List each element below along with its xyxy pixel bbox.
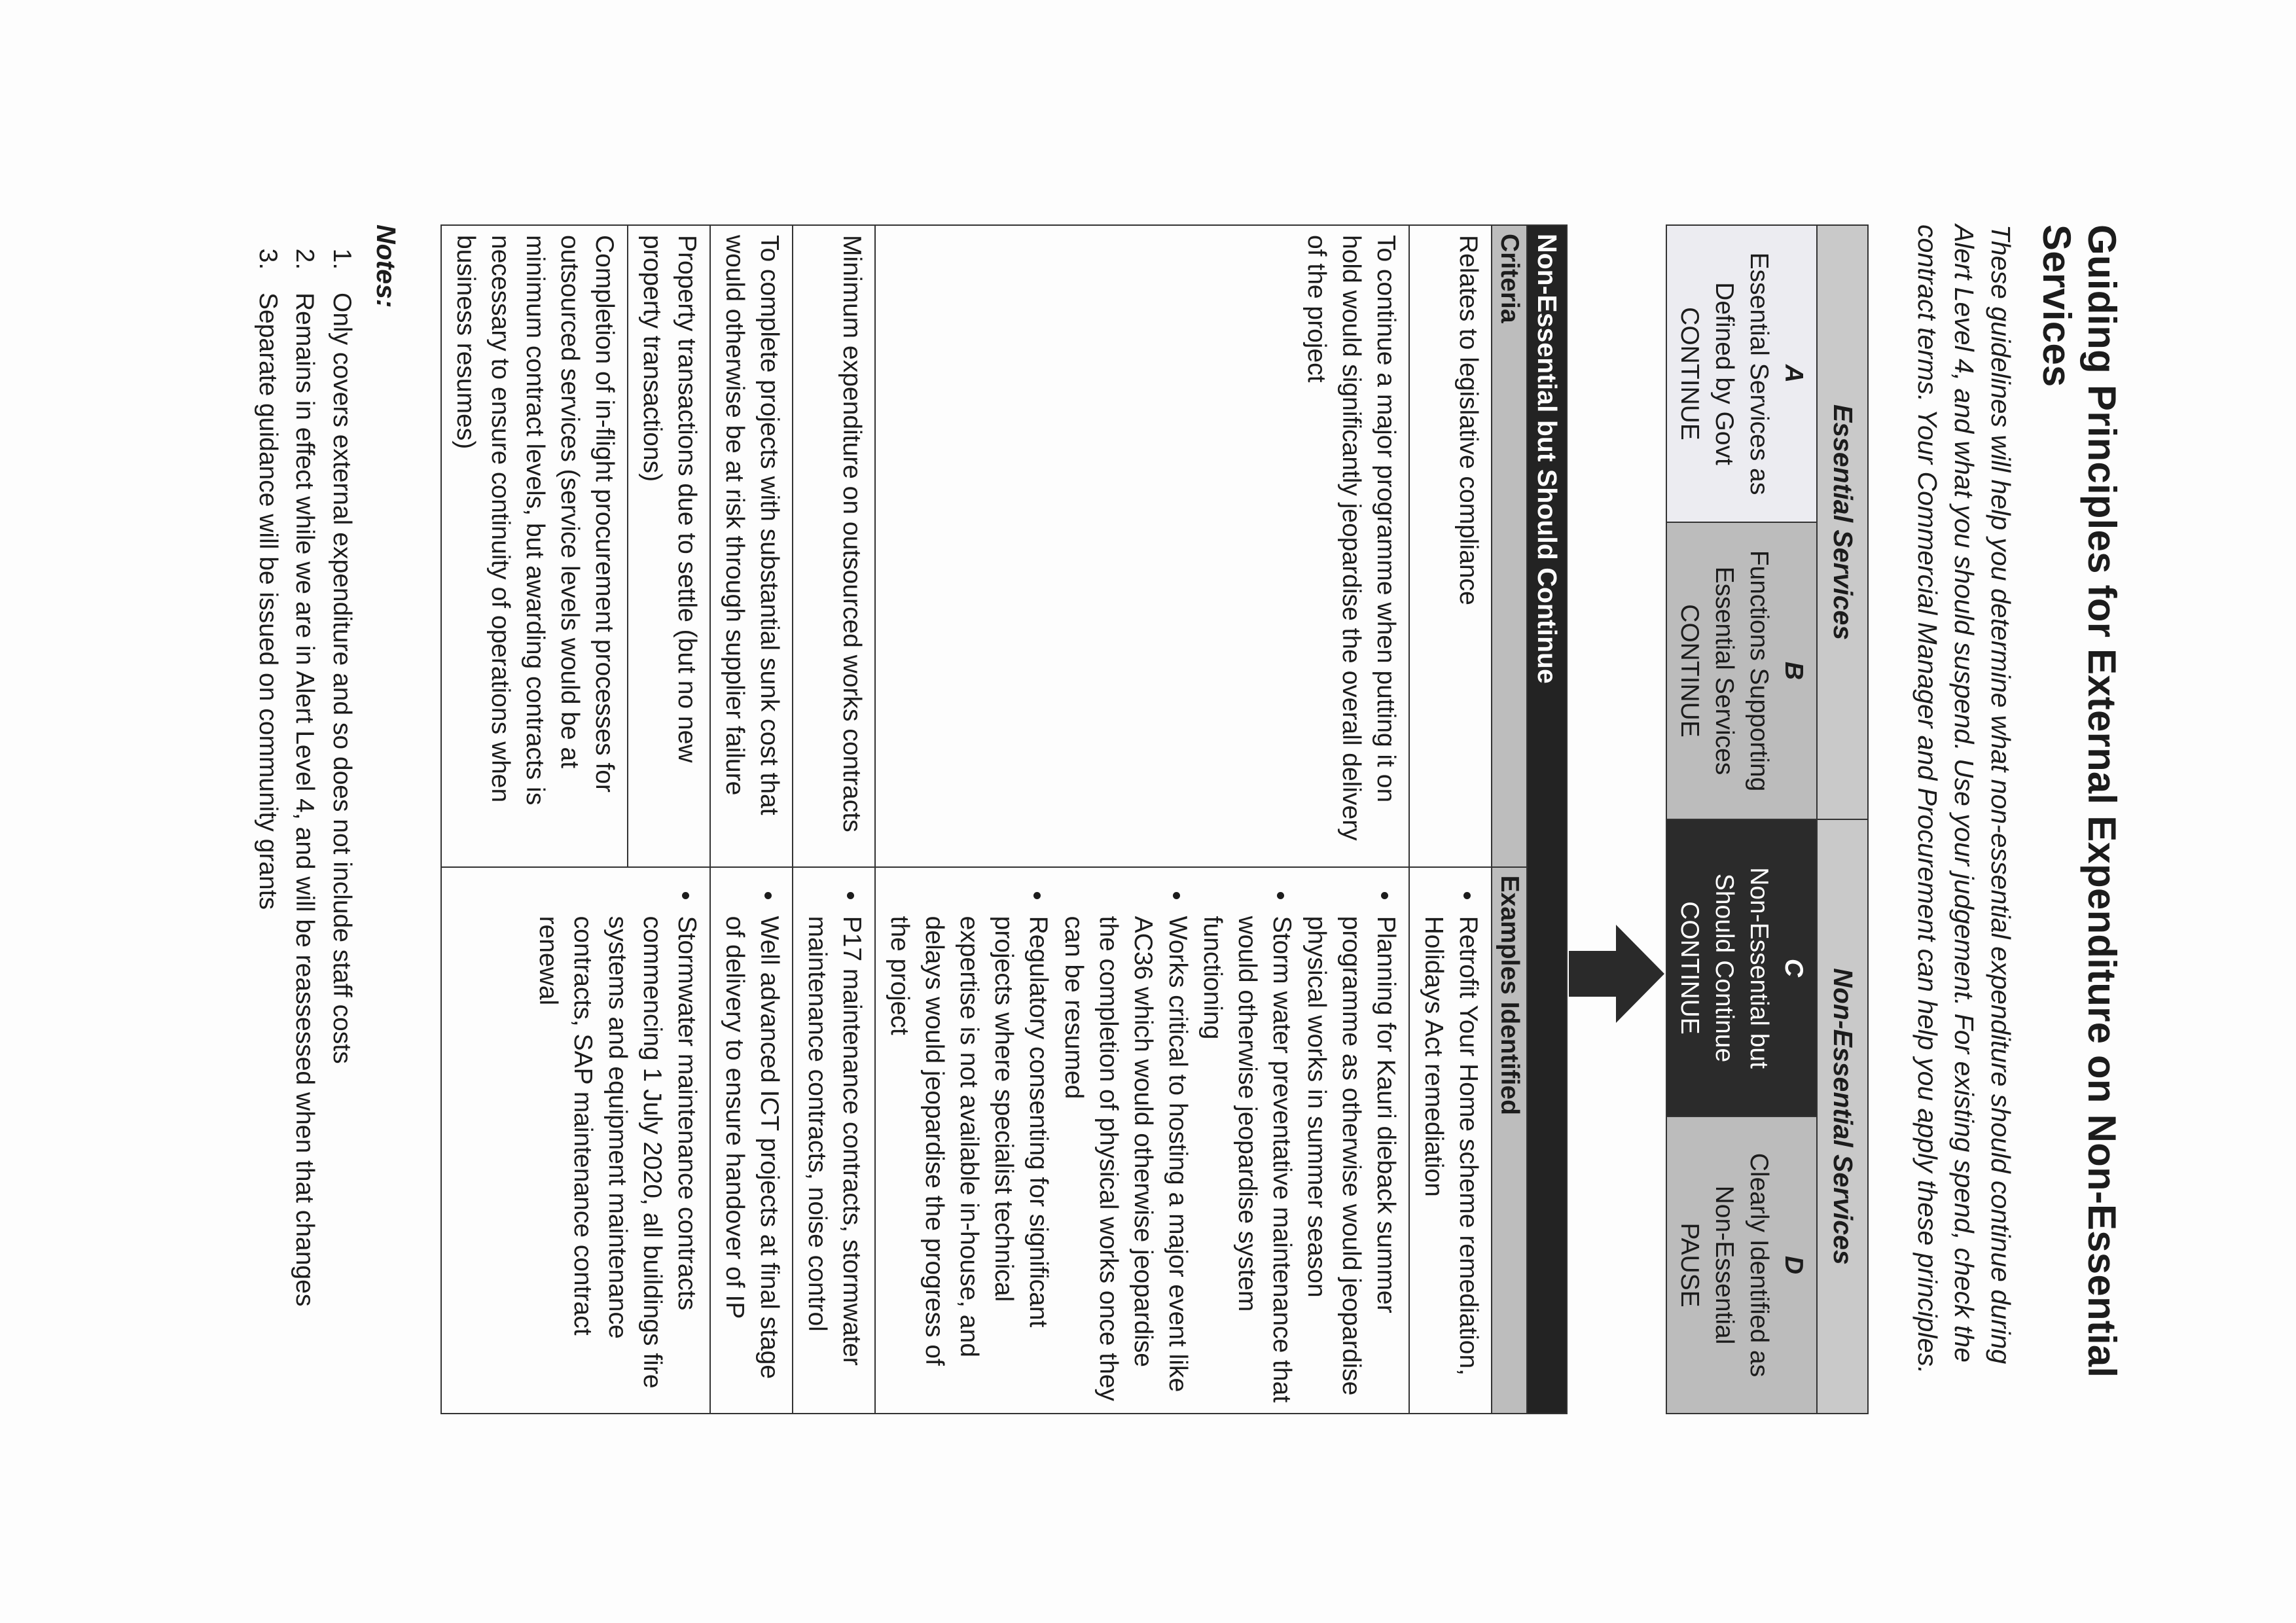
criteria-heading-row: [1527, 225, 1567, 1414]
criteria-cell: To continue a major programme when putting it on hold would significantly jeopardise the overall delivery of the project: [875, 225, 1408, 867]
table-row: [710, 225, 793, 1414]
page-content: [249, 224, 2125, 1414]
category-group-row: [1817, 225, 1868, 1414]
category-letter: C: [1780, 958, 1808, 978]
category-action: CONTINUE: [1675, 604, 1704, 738]
category-letter: A: [1780, 364, 1808, 383]
category-label: Essential Services as Defined by Govt: [1710, 252, 1773, 495]
example-item: • Regulatory consenting for significant projects where specialist technical expertise is not available in-house, and delays would jeopardise the progress of the project: [882, 911, 1056, 1404]
criteria-cell: To complete projects with substantial sunk cost that would otherwise be at risk through supplier failure: [710, 225, 793, 867]
table-row: [1409, 225, 1492, 1414]
example-item: • Well advanced ICT projects at final stage of delivery to ensure handover of IP: [717, 911, 787, 1404]
note-item: 1. Only covers external expenditure and so does not include staff costs: [323, 277, 360, 1414]
criteria-table: [440, 224, 1568, 1414]
category-label: Non-Essential but Should Continue: [1710, 867, 1773, 1069]
page-title: Guiding Principles for External Expenditure on Non-Essential Services: [2035, 224, 2124, 1378]
category-a-cell: [1666, 225, 1817, 522]
category-letter: B: [1780, 661, 1808, 681]
category-label: Functions Supporting Essential Services: [1710, 550, 1773, 792]
category-b-cell: [1666, 522, 1817, 819]
example-item: • Storm water preventative maintenance that would otherwise jeopardise system functioning: [1195, 911, 1299, 1404]
example-item: • Planning for Kauri dieback summer programme as otherwise would jeopardise physical works in summer season: [1299, 911, 1403, 1404]
criteria-table-title: Non-Essential but Should Continue: [1527, 225, 1567, 1414]
essential-services-header: Essential Services: [1817, 225, 1868, 819]
notes-list: [249, 224, 360, 1414]
criteria-subheader-row: [1492, 225, 1527, 1414]
arrow-container: [1568, 224, 1666, 1414]
criteria-column-header: Criteria: [1492, 225, 1527, 867]
examples-cell: [875, 867, 1408, 1414]
example-item: • Works critical to hosting a major event like AC36 which would otherwise jeopardise the completion of physical works once they can be resumed: [1056, 911, 1195, 1404]
category-d-cell: [1666, 1116, 1817, 1414]
notes-heading: Notes:: [371, 224, 401, 308]
example-item: • Retrofit Your Home scheme remediation, Holidays Act remediation: [1416, 911, 1486, 1404]
table-row: [875, 225, 1408, 1414]
intro-paragraph: These guidelines will help you determine what non-essential expenditure should continue during Alert Level 4, and what you should suspend. Use your judgement. For existing spend, check the contract terms. Your Commercial Manager and Procurement can help you apply these principles.: [1912, 224, 2016, 1374]
category-action: CONTINUE: [1675, 901, 1704, 1035]
category-letter: D: [1780, 1255, 1808, 1275]
examples-cell: [1409, 867, 1492, 1414]
examples-column-header: Examples Identified: [1492, 867, 1527, 1414]
category-c-cell: [1666, 819, 1817, 1116]
category-column-row: [1666, 225, 1817, 1414]
criteria-cell: Relates to legislative compliance: [1409, 225, 1492, 867]
table-row: [793, 225, 875, 1414]
note-item: 2. Remains in effect while we are in Alert Level 4, and will be reassessed when that changes: [286, 277, 323, 1414]
service-categories-table: [1666, 224, 1869, 1414]
category-action: CONTINUE: [1675, 307, 1704, 440]
category-label: Clearly Identified as Non-Essential: [1710, 1152, 1773, 1378]
table-row: [628, 225, 710, 1414]
category-action: PAUSE: [1675, 1222, 1704, 1308]
note-item: 3. Separate guidance will be issued on community grants: [249, 277, 286, 1414]
examples-cell: [793, 867, 875, 1414]
examples-cell: [710, 867, 793, 1414]
criteria-cell: Property transactions due to settle (but no new property transactions): [628, 225, 710, 867]
criteria-cell: Completion of in-flight procurement processes for outsourced services (service levels would be at minimum contract levels, but awarding contracts is necessary to ensure continuity of operations when business resumes): [441, 225, 628, 867]
non-essential-services-header: Non-Essential Services: [1817, 819, 1868, 1414]
example-item: • P17 maintenance contracts, stormwater maintenance contracts, noise control: [800, 911, 869, 1404]
example-item: • Stormwater maintenance contracts commencing 1 July 2020, all buildings fire systems and equipment maintenance contracts, SAP maintenance contract renewal: [531, 911, 704, 1404]
examples-cell: [441, 867, 710, 1414]
arrow-up-icon: [1569, 925, 1664, 1023]
criteria-cell: Minimum expenditure on outsourced works contracts: [793, 225, 875, 867]
